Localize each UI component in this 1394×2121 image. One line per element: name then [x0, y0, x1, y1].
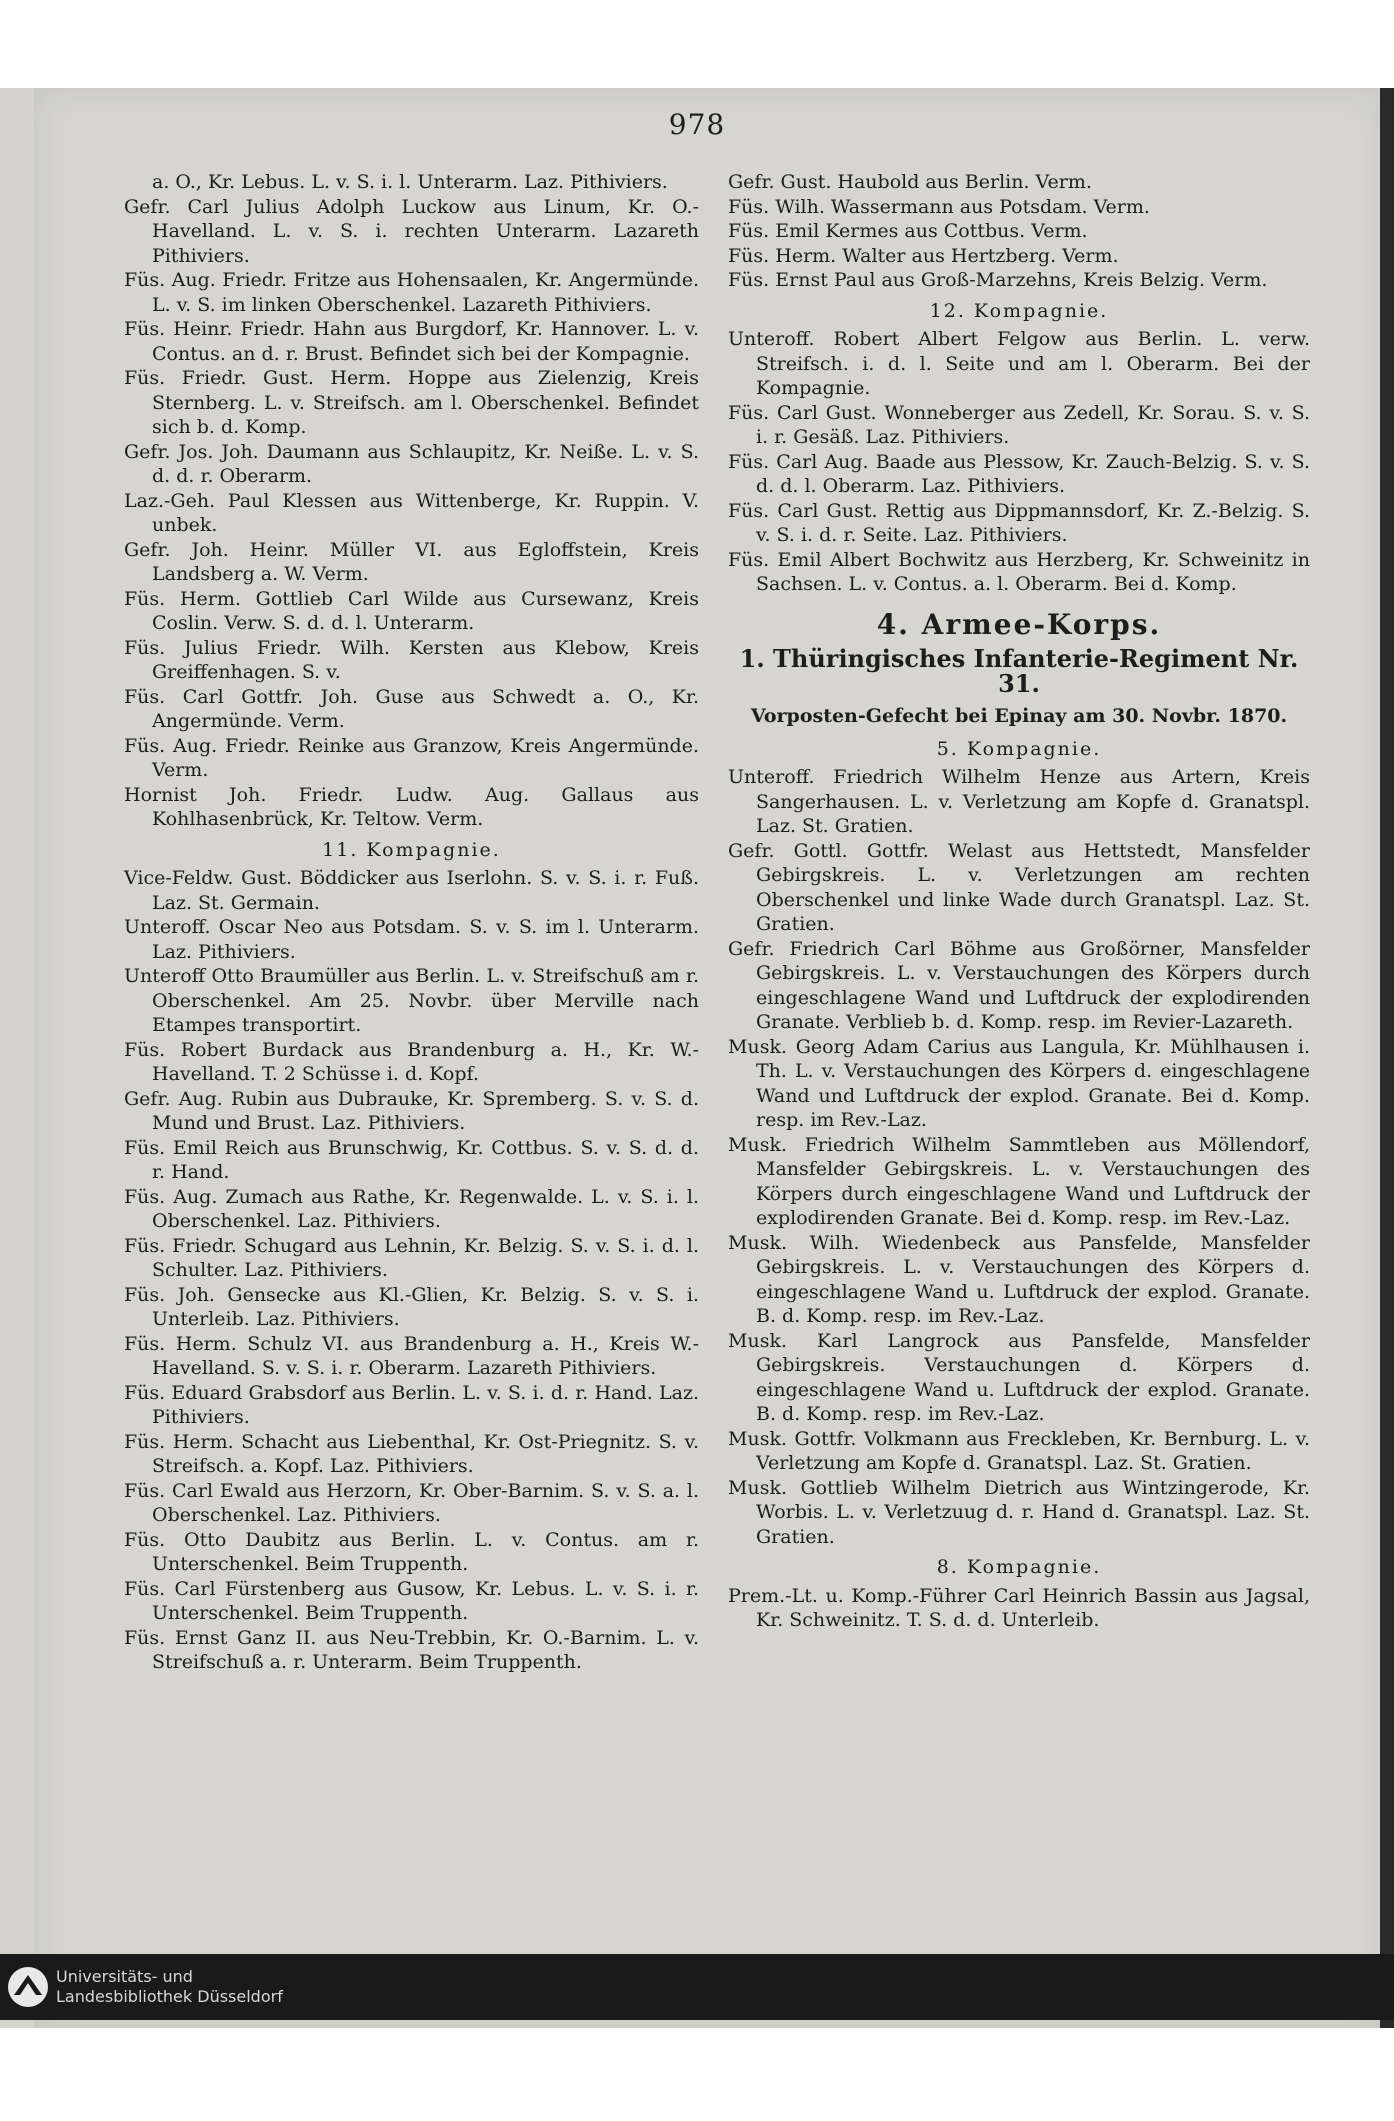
casualty-entry: Unteroff Otto Braumüller aus Berlin. L. v. Streifschuß am r. Oberschenkel. Am 25. Novbr. über Merville nach Etampes transportirt.	[124, 965, 699, 1036]
casualty-entry: Füs. Wilh. Wassermann aus Potsdam. Verm.	[728, 195, 1150, 218]
casualty-entry: Musk. Georg Adam Carius aus Langula, Kr. Mühlhausen i. Th. L. v. Verstauchungen des Körpers d. eingeschlagene Wand und Luftdruck der explod. Granate. Bei d. Komp. resp. im Rev.-Laz.	[728, 1035, 1310, 1131]
casualty-entry: Musk. Friedrich Wilhelm Sammtleben aus Möllendorf, Mansfelder Gebirgskreis. L. v. Verstauchungen des Körpers durch eingeschlagene Wand und Luftdruck der explodirenden Granate. Bei d. Komp. resp. im Rev.-Laz.	[728, 1133, 1310, 1229]
casualty-entry: Prem.-Lt. u. Komp.-Führer Carl Heinrich Bassin aus Jagsal, Kr. Schweinitz. T. S. d. d. Unterleib.	[728, 1584, 1310, 1631]
casualty-entry: Gefr. Gottl. Gottfr. Welast aus Hettstedt, Mansfelder Gebirgskreis. L. v. Verletzungen am rechten Oberschenkel und linke Wade durch Granatspl. Laz. St. Gratien.	[728, 839, 1310, 935]
casualty-entry: Unteroff. Oscar Neo aus Potsdam. S. v. S. im l. Unterarm. Laz. Pithiviers.	[124, 916, 699, 963]
casualty-entry: Füs. Carl Gottfr. Joh. Guse aus Schwedt a. O., Kr. Angermünde. Verm.	[124, 685, 699, 732]
library-name	[56, 1967, 283, 2007]
casualty-entry: Füs. Julius Friedr. Wilh. Kersten aus Klebow, Kreis Greiffenhagen. S. v.	[124, 636, 699, 683]
library-name-line1: Universitäts- und	[56, 1967, 193, 1986]
casualty-entry: Füs. Emil Reich aus Brunschwig, Kr. Cottbus. S. v. S. d. d. r. Hand.	[124, 1136, 699, 1183]
casualty-entry: Füs. Herm. Schacht aus Liebenthal, Kr. Ost-Priegnitz. S. v. Streifsch. a. Kopf. Laz. Pithiviers.	[124, 1430, 699, 1477]
casualty-entry: Gefr. Jos. Joh. Daumann aus Schlaupitz, Kr. Neiße. L. v. S. d. d. r. Oberarm.	[124, 440, 699, 487]
casualty-entry: Musk. Gottlieb Wilhelm Dietrich aus Wintzingerode, Kr. Worbis. L. v. Verletzuug d. r. Hand d. Granatspl. Laz. St. Gratien.	[728, 1476, 1310, 1548]
casualty-entry: Füs. Friedr. Gust. Herm. Hoppe aus Zielenzig, Kreis Sternberg. L. v. Streifsch. am l. Oberschenkel. Befindet sich b. d. Komp.	[124, 367, 699, 438]
casualty-entry: Hornist Joh. Friedr. Ludw. Aug. Gallaus aus Kohlhasenbrück, Kr. Teltow. Verm.	[124, 783, 699, 830]
casualty-entry: Unteroff. Friedrich Wilhelm Henze aus Artern, Kreis Sangerhausen. L. v. Verletzung am Kopfe d. Granatspl. Laz. St. Gratien.	[728, 766, 1310, 837]
casualty-entry: Füs. Herm. Walter aus Hertzberg. Verm.	[728, 244, 1119, 267]
casualty-entry: Füs. Carl Fürstenberg aus Gusow, Kr. Lebus. L. v. S. i. r. Unterschenkel. Beim Truppenth.	[124, 1577, 699, 1624]
casualty-entry: Füs. Ernst Ganz II. aus Neu-Trebbin, Kr. O.-Barnim. L. v. Streifschuß a. r. Unterarm. Beim Truppenth.	[124, 1626, 699, 1673]
casualty-entry: Vice-Feldw. Gust. Böddicker aus Iserlohn. S. v. S. i. r. Fuß. Laz. St. Germain.	[124, 867, 699, 914]
casualty-entry: Unteroff. Robert Albert Felgow aus Berlin. L. verw. Streifsch. i. d. l. Seite und am l. Oberarm. Bei der Kompagnie.	[728, 328, 1310, 399]
page-number: 978	[668, 108, 726, 141]
casualty-entry: Füs. Herm. Gottlieb Carl Wilde aus Cursewanz, Kreis Coslin. Verw. S. d. d. l. Unterarm.	[124, 587, 699, 634]
casualty-entry: Füs. Eduard Grabsdorf aus Berlin. L. v. S. i. d. r. Hand. Laz. Pithiviers.	[124, 1381, 699, 1428]
casualty-entry: Füs. Carl Gust. Wonneberger aus Zedell, Kr. Sorau. S. v. S. i. r. Gesäß. Laz. Pithiviers.	[728, 401, 1310, 448]
casualty-entry: Musk. Wilh. Wiedenbeck aus Pansfelde, Mansfelder Gebirgskreis. L. v. Verstauchungen des Körpers d. eingeschlagene Wand u. Luftdruck der explod. Granate. B. d. Komp. resp. im Rev.-Laz.	[728, 1231, 1310, 1327]
casualty-entry-continued: a. O., Kr. Lebus. L. v. S. i. l. Unterarm. Laz. Pithiviers.	[152, 171, 668, 193]
company-heading: 11. Kompagnie.	[322, 838, 501, 861]
right-text-column	[728, 170, 1310, 1633]
casualty-entry: Musk. Gottfr. Volkmann aus Freckleben, Kr. Bernburg. L. v. Verletzung am Kopfe d. Granatspl. Laz. St. Gratien.	[728, 1427, 1310, 1474]
ulb-logo-icon	[6, 1965, 50, 2009]
corps-heading: 4. Armee-Korps.	[876, 607, 1162, 641]
company-heading: 8. Kompagnie.	[936, 1556, 1102, 1578]
casualty-entry: Gefr. Aug. Rubin aus Dubrauke, Kr. Spremberg. S. v. S. d. Mund und Brust. Laz. Pithiviers.	[124, 1087, 699, 1134]
company-heading: 12. Kompagnie.	[929, 299, 1109, 322]
casualty-entry: Laz.-Geh. Paul Klessen aus Wittenberge, Kr. Ruppin. V. unbek.	[124, 489, 699, 536]
scan-edge	[1380, 88, 1394, 2028]
casualty-entry: Füs. Robert Burdack aus Brandenburg a. H., Kr. W.-Havelland. T. 2 Schüsse i. d. Kopf.	[124, 1038, 699, 1085]
casualty-entry: Gefr. Friedrich Carl Böhme aus Großörner, Mansfelder Gebirgskreis. L. v. Verstauchungen des Körpers durch eingeschlagene Wand und Luftdruck der explodirenden Granate. Verblieb b. d. Komp. resp. im Revier-Lazareth.	[728, 937, 1310, 1033]
casualty-entry: Musk. Karl Langrock aus Pansfelde, Mansfelder Gebirgskreis. Verstauchungen d. Körpers d. eingeschlagene Wand u. Luftdruck der explod. Granate. B. d. Komp. resp. im Rev.-Laz.	[728, 1329, 1310, 1425]
casualty-entry: Füs. Joh. Gensecke aus Kl.-Glien, Kr. Belzig. S. v. S. i. Unterleib. Laz. Pithiviers.	[124, 1283, 699, 1330]
casualty-entry: Füs. Heinr. Friedr. Hahn aus Burgdorf, Kr. Hannover. L. v. Contus. an d. r. Brust. Befindet sich bei der Kompagnie.	[124, 318, 699, 365]
left-text-column	[124, 170, 699, 1675]
regiment-heading: 1. Thüringisches Infanterie-Regiment Nr. 31.	[739, 644, 1299, 698]
casualty-entry: Füs. Friedr. Schugard aus Lehnin, Kr. Belzig. S. v. S. i. d. l. Schulter. Laz. Pithiviers.	[124, 1234, 699, 1281]
casualty-entry: Gefr. Gust. Haubold aus Berlin. Verm.	[728, 171, 1092, 193]
company-heading: 5. Kompagnie.	[936, 737, 1102, 760]
casualty-entry: Füs. Aug. Zumach aus Rathe, Kr. Regenwalde. L. v. S. i. l. Oberschenkel. Laz. Pithiviers.	[124, 1185, 699, 1232]
casualty-entry: Füs. Otto Daubitz aus Berlin. L. v. Contus. am r. Unterschenkel. Beim Truppenth.	[124, 1528, 699, 1575]
casualty-entry: Füs. Emil Kermes aus Cottbus. Verm.	[728, 220, 1088, 242]
casualty-entry: Füs. Carl Ewald aus Herzorn, Kr. Ober-Barnim. S. v. S. a. l. Oberschenkel. Laz. Pithiviers.	[124, 1479, 699, 1526]
casualty-entry: Füs. Aug. Friedr. Fritze aus Hohensaalen, Kr. Angermünde. L. v. S. im linken Oberschenkel. Lazareth Pithiviers.	[124, 269, 699, 316]
casualty-entry: Füs. Emil Albert Bochwitz aus Herzberg, Kr. Schweinitz in Sachsen. L. v. Contus. a. l. Oberarm. Bei d. Komp.	[728, 548, 1310, 595]
casualty-entry: Füs. Aug. Friedr. Reinke aus Granzow, Kreis Angermünde. Verm.	[124, 734, 699, 781]
casualty-entry: Füs. Ernst Paul aus Groß-Marzehns, Kreis Belzig. Verm.	[728, 269, 1268, 291]
library-footer	[0, 1954, 1394, 2020]
battle-heading: Vorposten-Gefecht bei Epinay am 30. Novbr. 1870.	[750, 705, 1288, 727]
casualty-entry: Füs. Carl Aug. Baade aus Plessow, Kr. Zauch-Belzig. S. v. S. d. d. l. Oberarm. Laz. Pithiviers.	[728, 450, 1310, 497]
casualty-entry: Gefr. Carl Julius Adolph Luckow aus Linum, Kr. O.-Havelland. L. v. S. i. rechten Unterarm. Lazareth Pithiviers.	[124, 195, 699, 267]
library-name-line2: Landesbibliothek Düsseldorf	[56, 1987, 283, 2006]
casualty-entry: Füs. Herm. Schulz VI. aus Brandenburg a. H., Kreis W.-Havelland. S. v. S. i. r. Oberarm. Lazareth Pithiviers.	[124, 1332, 699, 1379]
casualty-entry: Füs. Carl Gust. Rettig aus Dippmannsdorf, Kr. Z.-Belzig. S. v. S. i. d. r. Seite. Laz. Pithiviers.	[728, 499, 1310, 546]
casualty-entry: Gefr. Joh. Heinr. Müller VI. aus Egloffstein, Kreis Landsberg a. W. Verm.	[124, 538, 699, 585]
